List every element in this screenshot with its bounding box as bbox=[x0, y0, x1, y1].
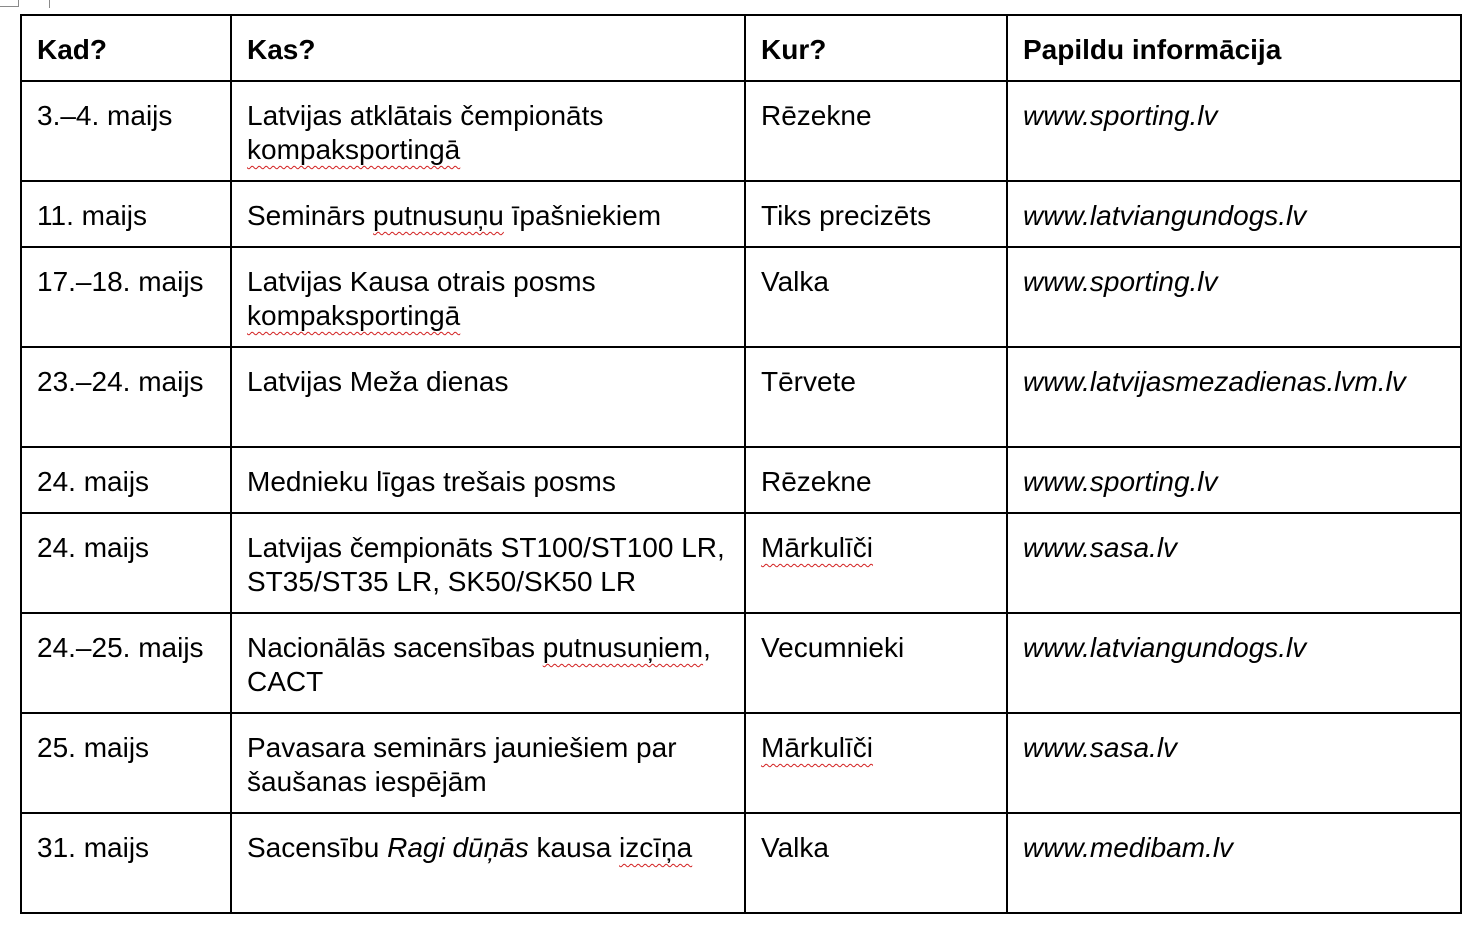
cell-when: 3.–4. maijs bbox=[21, 81, 231, 181]
cell-info-url: www.latvijasmezadienas.lvm.lv bbox=[1007, 347, 1461, 447]
cell-where: Rēzekne bbox=[745, 81, 1007, 181]
cell-when: 11. maijs bbox=[21, 181, 231, 247]
table-header-row bbox=[21, 15, 1461, 81]
table-row bbox=[21, 181, 1461, 247]
table-row bbox=[21, 513, 1461, 613]
cell-where: Valka bbox=[745, 813, 1007, 913]
event-title-text: Latvijas Meža dienas bbox=[247, 366, 509, 397]
table-row bbox=[21, 347, 1461, 447]
cell-info-url: www.sporting.lv bbox=[1007, 81, 1461, 181]
cell-info-url: www.sporting.lv bbox=[1007, 247, 1461, 347]
cell-info-url: www.medibam.lv bbox=[1007, 813, 1461, 913]
cell-where bbox=[745, 513, 1007, 613]
cell-what bbox=[231, 447, 745, 513]
event-title-text: Latvijas čempionāts ST100/ST100 LR, ST35/ST35 LR, SK50/SK50 LR bbox=[247, 532, 725, 597]
table-row bbox=[21, 713, 1461, 813]
cell-where: Vecumnieki bbox=[745, 613, 1007, 713]
event-title-text: Latvijas Kausa otrais posms bbox=[247, 266, 596, 297]
spellcheck-word: putnusuņiem bbox=[542, 632, 704, 663]
cell-info-url: www.latviangundogs.lv bbox=[1007, 613, 1461, 713]
table-row bbox=[21, 813, 1461, 913]
cell-when: 24. maijs bbox=[21, 447, 231, 513]
event-title-text: Seminārs bbox=[247, 200, 366, 231]
cell-what bbox=[231, 713, 745, 813]
event-title-text: Nacionālās sacensības bbox=[247, 632, 535, 663]
event-title-text: Sacensību bbox=[247, 832, 380, 863]
table-row bbox=[21, 613, 1461, 713]
cell-info-url: www.sporting.lv bbox=[1007, 447, 1461, 513]
spellcheck-word: Mārkulīči bbox=[761, 532, 874, 563]
header-what: Kas? bbox=[231, 15, 745, 81]
cell-when: 23.–24. maijs bbox=[21, 347, 231, 447]
event-title-text: Latvijas atklātais čempionāts bbox=[247, 100, 604, 131]
table-row bbox=[21, 81, 1461, 181]
cell-where: Tiks precizēts bbox=[745, 181, 1007, 247]
cell-where: Valka bbox=[745, 247, 1007, 347]
table-row bbox=[21, 447, 1461, 513]
cell-when: 31. maijs bbox=[21, 813, 231, 913]
event-title-text: īpašniekiem bbox=[511, 200, 662, 231]
event-title-italic: Ragi dūņās bbox=[387, 832, 529, 863]
cell-info-url: www.sasa.lv bbox=[1007, 513, 1461, 613]
events-table bbox=[20, 14, 1462, 914]
cell-where: Rēzekne bbox=[745, 447, 1007, 513]
cell-info-url: www.sasa.lv bbox=[1007, 713, 1461, 813]
header-where: Kur? bbox=[745, 15, 1007, 81]
table-row bbox=[21, 247, 1461, 347]
cell-what bbox=[231, 613, 745, 713]
event-title-text: Pavasara seminārs jauniešiem par šaušanas iespējām bbox=[247, 732, 677, 797]
cell-when: 25. maijs bbox=[21, 713, 231, 813]
cell-when: 24.–25. maijs bbox=[21, 613, 231, 713]
cell-info-url: www.latviangundogs.lv bbox=[1007, 181, 1461, 247]
page-corner-mark bbox=[0, 0, 19, 7]
header-info: Papildu informācija bbox=[1007, 15, 1461, 81]
event-title-text: kausa bbox=[536, 832, 612, 863]
cell-where: Tērvete bbox=[745, 347, 1007, 447]
cell-what bbox=[231, 513, 745, 613]
spellcheck-word: Mārkulīči bbox=[761, 732, 874, 763]
cell-what bbox=[231, 81, 745, 181]
header-when: Kad? bbox=[21, 15, 231, 81]
spellcheck-word: putnusuņu bbox=[373, 200, 504, 231]
cell-what bbox=[231, 813, 745, 913]
cell-what bbox=[231, 347, 745, 447]
event-title-text: , CACT bbox=[247, 632, 711, 697]
spellcheck-word: kompaksportingā bbox=[247, 300, 461, 331]
ruler-tick bbox=[49, 0, 50, 8]
spellcheck-word: izcīņa bbox=[619, 832, 693, 863]
spellcheck-word: kompaksportingā bbox=[247, 134, 461, 165]
cell-when: 17.–18. maijs bbox=[21, 247, 231, 347]
cell-what bbox=[231, 181, 745, 247]
cell-what bbox=[231, 247, 745, 347]
event-title-text: Mednieku līgas trešais posms bbox=[247, 466, 616, 497]
cell-where bbox=[745, 713, 1007, 813]
cell-when: 24. maijs bbox=[21, 513, 231, 613]
